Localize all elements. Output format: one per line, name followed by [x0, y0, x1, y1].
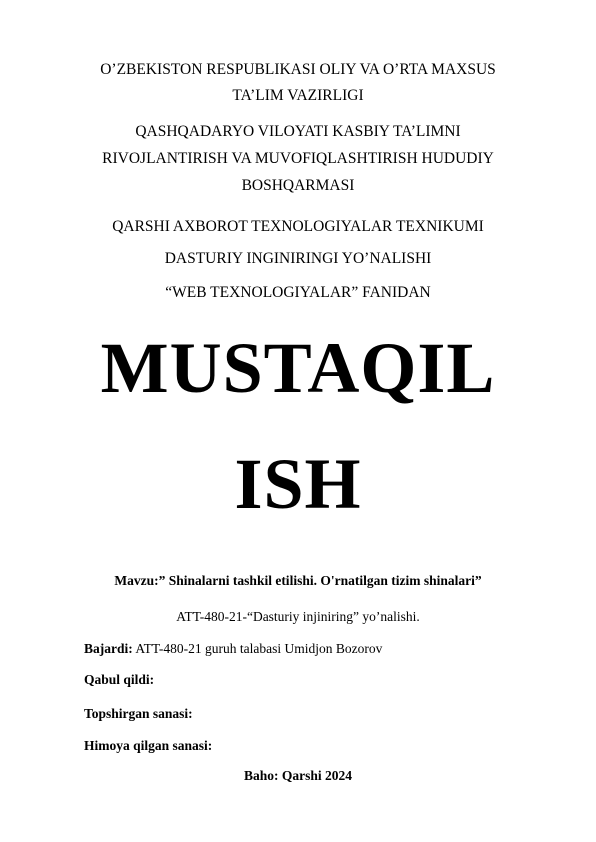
- group-line: ATT-480-21-“Dasturiy injiniring” yo’nalishi.: [176, 609, 420, 624]
- topic-line: [0, 573, 596, 589]
- title-line-1: MUSTAQIL: [100, 328, 496, 408]
- footer-text: Baho: Qarshi 2024: [243, 768, 352, 783]
- region-line-3: BOSHQARMASI: [241, 177, 355, 194]
- ministry-line-1: O’ZBEKISTON RESPUBLIKASI OLIY VA O’RTA MAXSUS: [100, 61, 496, 78]
- footer-line: [0, 768, 596, 784]
- submitted-line: [84, 706, 193, 722]
- done-by-value: ATT-480-21 guruh talabasi Umidjon Bozorov: [132, 641, 383, 656]
- direction-name: DASTURIY INGINIRINGI YO’NALISHI: [164, 250, 432, 267]
- submitted-label: Topshirgan sanasi:: [84, 706, 193, 721]
- college-name: QARSHI AXBOROT TEXNOLOGIYALAR TEXNIKUMI: [112, 218, 484, 235]
- title-line-2: ISH: [234, 444, 362, 524]
- done-by-line: [84, 641, 382, 657]
- region-line-1: QASHQADARYO VILOYATI KASBIY TA’LIMNI: [135, 123, 461, 140]
- subject-name: “WEB TEXNOLOGIYALAR” FANIDAN: [165, 284, 431, 301]
- topic-value: Shinalarni tashkil etilishi. O'rnatilgan tizim shinalari”: [165, 573, 482, 588]
- done-by-label: Bajardi:: [84, 641, 133, 656]
- defended-label: Himoya qilgan sanasi:: [84, 738, 213, 753]
- defended-line: [84, 738, 212, 754]
- region-line-2: RIVOJLANTIRISH VA MUVOFIQLASHTIRISH HUDUDIY: [102, 150, 494, 167]
- topic-label: Mavzu:”: [114, 573, 166, 588]
- accepted-label: Qabul qildi:: [84, 672, 155, 687]
- ministry-line-2: TA’LIM VAZIRLIGI: [232, 87, 364, 104]
- accepted-line: [84, 672, 154, 688]
